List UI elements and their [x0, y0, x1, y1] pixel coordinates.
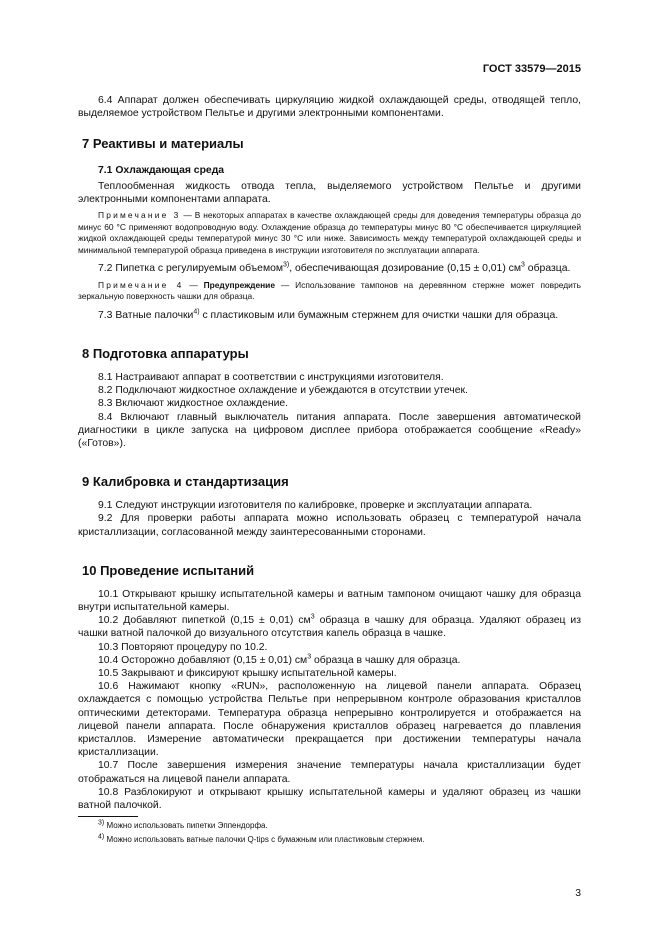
clause: 8.1 Настраивают аппарат в соответствии с инструкциями изготовителя. [98, 371, 444, 383]
section-8 [78, 346, 581, 450]
section-heading: 8 Подготовка аппаратуры [82, 345, 249, 361]
footnote [78, 819, 581, 833]
text: 7.2 Пипетка с регулируемым объемом [98, 263, 284, 275]
note-text: — В некоторых аппаратах в качестве охлаждающей среды для доведения температуры образца до минус 60 °С применяют водопроводную воду. Охлаждение образца до температуры минус 80 °С обеспечивается циркуляцией жидкой охлаждающей среды температурой минус 30 °С или ниже. Зависимость между температурой охлаждающей среды и минимальной температурой образца приведена в инструкции изготовителя по эксплуатации аппарата. [78, 210, 582, 255]
clause-6-4 [78, 94, 581, 120]
clause: 10.6 Нажимают кнопку «RUN», расположенную на лицевой панели аппарата. Образец охлаждается с помощью устройства Пельтье при непрерывном контроле образования кристаллов оптическими детекторами. Температура образца непрерывно контролируется и отображается на лицевой панели аппарата. После обнаружения кристаллов образец нагревается до плавления кристаллов. Измерение автоматически прекращается при достижении температуры начала кристаллизации. [78, 681, 581, 759]
document-header: ГОСТ 33579—2015 [482, 63, 581, 75]
note-3 [78, 210, 581, 256]
superscript: 3 [521, 261, 525, 269]
text: образца в чашку для образца. Удаляют образец из чашки ватной палочкой до визуального отсутствия капель образца в чашке. [78, 615, 582, 640]
clause: 8.2 Подключают жидкостное охлаждение и убеждаются в отсутствии утечек. [98, 385, 468, 397]
text: образца. [524, 263, 571, 275]
section-heading: 10 Проведение испытаний [82, 562, 255, 578]
clause-7-2 [78, 262, 581, 275]
clause: 9.1 Следуют инструкции изготовителя по калибровке, проверке и эксплуатации аппарата. [98, 500, 533, 512]
text: 7.3 Ватные палочки [98, 309, 194, 321]
clause: 10.8 Разблокируют и открывают крышку испытательной камеры и удаляют образец из чашки ватной палочкой. [78, 786, 581, 812]
footnote-divider [78, 816, 138, 817]
text: образца в чашку для образца. [311, 654, 461, 666]
note-label: Примечание 3 [98, 210, 181, 221]
subsection-heading: 7.1 Охлаждающая среда [98, 165, 225, 177]
footnote-text: Можно использовать пипетки Эппендорфа. [104, 821, 268, 831]
section-7 [78, 136, 581, 322]
superscript: 3 [310, 613, 315, 621]
note-text: — Использование тампонов на деревянном стержне может повредить зеркальную поверхность чашки для образца. [78, 279, 582, 302]
note-label: Примечание 4 [98, 279, 184, 290]
clause: 8.3 Включают жидкостное охлаждение. [98, 398, 289, 410]
section-heading: 7 Реактивы и материалы [82, 136, 244, 152]
clause [78, 654, 581, 667]
footnote-ref[interactable]: 4) [193, 308, 200, 316]
section-10 [78, 563, 581, 812]
text: 10.4 Осторожно добавляют (0,15 ± 0,01) см [98, 654, 308, 666]
warning-label: Предупреждение [203, 279, 275, 290]
text: , обеспечивающая дозирование (0,15 ± 0,01) см [289, 263, 522, 275]
footnote [78, 833, 581, 847]
paragraph: 6.4 Аппарат должен обеспечивать циркуляцию жидкой охлаждающей среды, отводящей тепло, выделяемое устройством Пельтье и другими электронными компонентами. [78, 95, 581, 120]
clause-7-3 [78, 309, 581, 322]
footnote-text: Можно использовать ватные палочки Q-tips с бумажным или пластиковым стержнем. [104, 835, 425, 845]
footnote-mark: 3) [98, 819, 105, 827]
clause: 10.7 После завершения измерения значение температуры начала кристаллизации будет отображаться на лицевой панели аппарата. [78, 760, 581, 785]
clause: 9.2 Для проверки работы аппарата можно использовать образец с температурой начала кристаллизации, согласованной между заинтересованными сторонами. [78, 513, 581, 538]
clause: 10.5 Закрывают и фиксируют крышку испытательной камеры. [98, 668, 397, 680]
clause: 10.1 Открывают крышку испытательной камеры и ватным тампоном очищают чашку для образца внутри испытательной камеры. [78, 588, 581, 614]
footnote-ref[interactable]: 3) [283, 261, 290, 269]
note-4: Примечание 4 — Предупреждение — Использование тампонов на деревянном стержне может повредить зеркальную поверхность чашки для образца. [78, 279, 582, 302]
clause: 8.4 Включают главный выключатель питания аппарата. После завершения автоматической диагностики в цикле запуска на цифровом дисплее прибора отображается сообщение «Ready» («Готов»). [78, 411, 581, 449]
text: с пластиковым или бумажным стержнем для очистки чашки для образца. [199, 309, 559, 321]
clause [78, 614, 581, 640]
footnote-mark: 4) [98, 833, 105, 841]
section-heading: 9 Калибровка и стандартизация [82, 474, 289, 490]
page-number: 3 [575, 888, 581, 900]
text: 10.2 Добавляют пипеткой (0,15 ± 0,01) см [98, 615, 311, 627]
clause: 10.3 Повторяют процедуру по 10.2. [98, 641, 268, 653]
footnotes [78, 819, 581, 847]
section-9 [78, 474, 581, 539]
superscript: 3 [307, 653, 312, 661]
paragraph: Теплообменная жидкость отвода тепла, выделяемого устройством Пельтье и другими электронными компонентами аппарата. [78, 180, 581, 205]
